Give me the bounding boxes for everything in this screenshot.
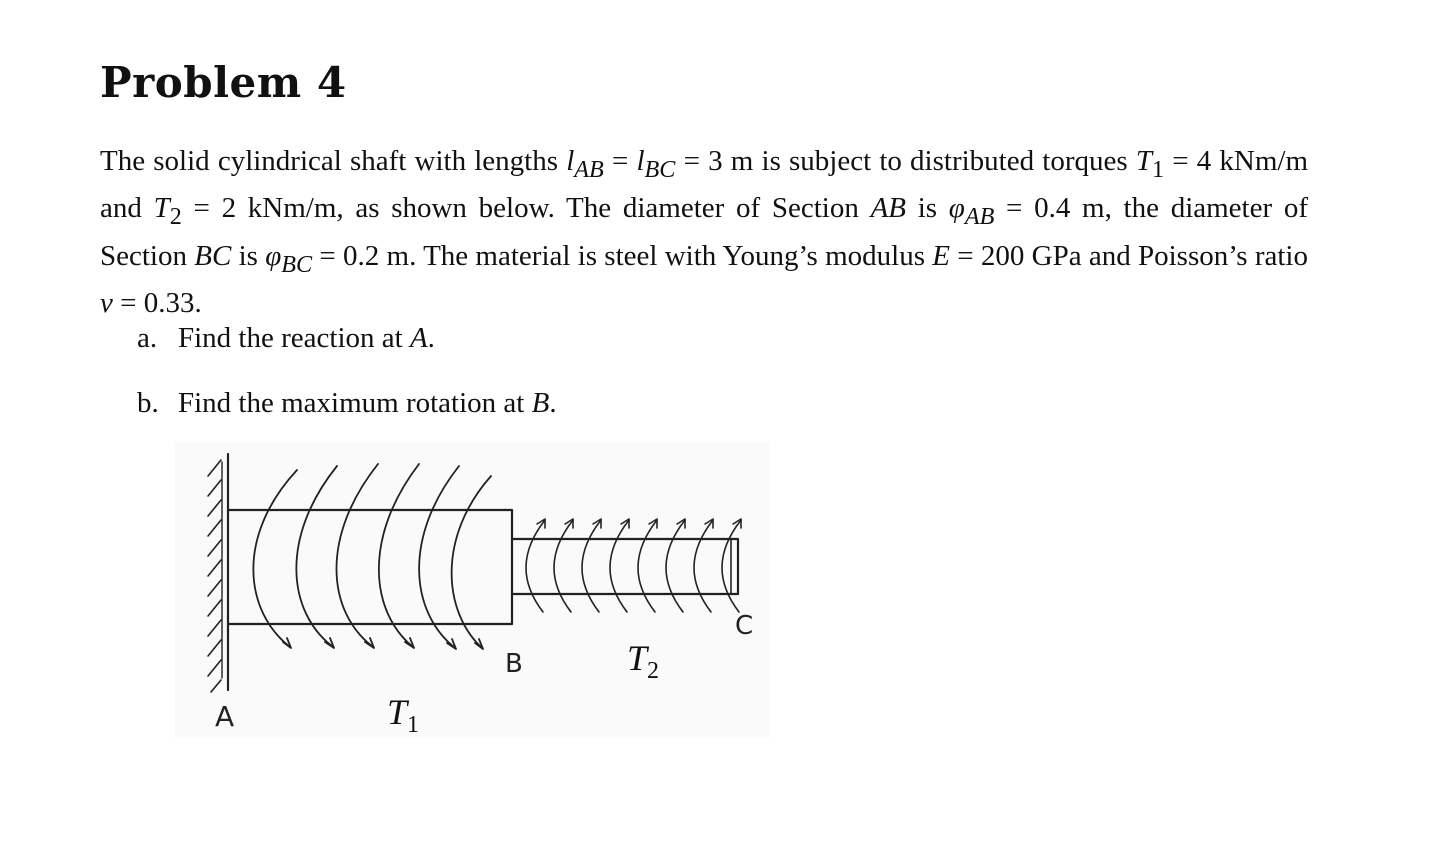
part-b-label: b. <box>137 387 159 419</box>
torque-t2-arrows <box>526 519 741 612</box>
part-a-label: a. <box>137 322 158 354</box>
part-b: b. Find the maximum rotation at B. <box>137 387 557 419</box>
wall-hatching <box>208 460 221 692</box>
label-a: A <box>215 700 235 733</box>
shaft-figure <box>175 442 770 738</box>
problem-title: Problem 4 <box>100 58 347 107</box>
part-a: a. Find the reaction at A. <box>137 322 435 354</box>
label-t2: $T_2$ <box>627 638 660 684</box>
shaft-diagram <box>175 442 770 738</box>
label-t1: $T_1$ <box>387 692 420 738</box>
section-bc-outline <box>512 539 738 594</box>
section-ab-outline <box>228 510 512 624</box>
problem-statement: The solid cylindrical shaft with lengths $l_{AB} = l_{BC} = 3$ m is subject to distributed torques $T_1 = 4$ kNm/m and $T_2 = 2$ kNm/m, as shown below. The diameter of Section AB is $\varphi_{AB} = 0.4$ m, the diameter of Section BC is $\varphi_{BC} = 0.2$ m. The material is steel with Young’s modulus E = 200 GPa and Poisson’s ratio ν = 0.33. <box>100 145 1309 319</box>
label-b: B <box>505 649 523 679</box>
torque-t1-arrows <box>253 464 491 649</box>
label-c: C <box>735 611 754 641</box>
